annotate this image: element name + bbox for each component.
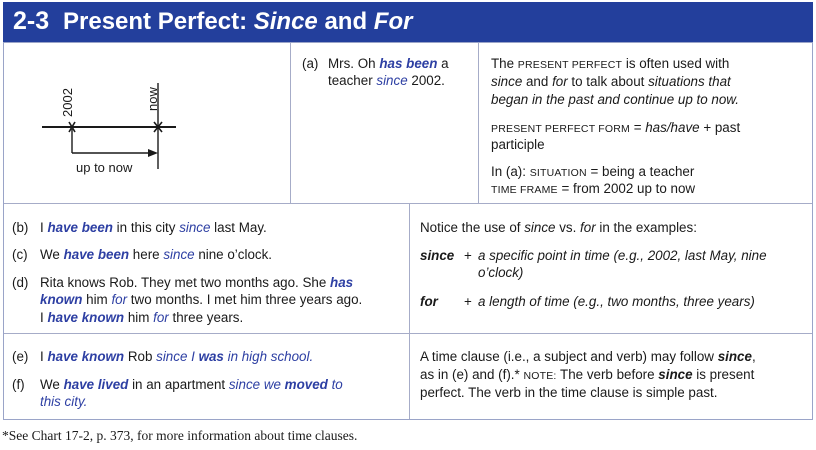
example-a-line1: Mrs. Oh has been a	[328, 56, 449, 71]
for-explanation: a length of time (e.g., two months, three years)	[478, 294, 755, 309]
since-keyword: since	[420, 248, 455, 263]
label-2002: 2002	[60, 88, 75, 117]
explain-ef-line1: A time clause (i.e., a subject and verb) may follow since,	[420, 349, 756, 364]
explain-a-line1: The PRESENT PERFECT is often used with	[491, 56, 730, 71]
for-plus: +	[464, 294, 472, 309]
divider	[4, 203, 812, 204]
explain-a-form-line2: participle	[491, 137, 545, 152]
since-explanation-line2: o’clock)	[478, 265, 524, 280]
example-d-line3: I have known him for three years.	[40, 310, 244, 325]
chart-number: 2-3	[13, 7, 50, 35]
footnote: *See Chart 17-2, p. 373, for more information about time clauses.	[2, 428, 358, 443]
example-c-letter: (c)	[12, 247, 28, 262]
explain-a-time-frame: TIME FRAME = from 2002 up to now	[491, 181, 696, 196]
label-up-to-now: up to now	[76, 160, 133, 175]
example-f-letter: (f)	[12, 377, 25, 392]
label-now: now	[145, 87, 160, 111]
divider	[478, 43, 479, 203]
example-a-line2: teacher since 2002.	[328, 73, 445, 88]
divider	[4, 333, 812, 334]
explain-a-situation: In (a): SITUATION = being a teacher	[491, 164, 695, 179]
since-explanation-line1: a specific point in time (e.g., 2002, last May, nine	[478, 248, 767, 263]
since-plus: +	[464, 248, 472, 263]
for-keyword: for	[420, 294, 438, 309]
explain-ef-line3: perfect. The verb in the time clause is simple past.	[420, 385, 718, 400]
explain-a-line3: began in the past and continue up to now.	[491, 92, 739, 107]
chart-title: Present Perfect: Since and For	[63, 8, 413, 35]
explain-ef-line2: as in (e) and (f).* NOTE: The verb before since is present	[420, 367, 755, 382]
example-d-line2: known him for two months. I met him three years ago.	[40, 292, 363, 307]
example-b-letter: (b)	[12, 220, 29, 235]
explain-bcd-intro: Notice the use of since vs. for in the examples:	[420, 220, 697, 235]
example-a-letter: (a)	[302, 56, 319, 71]
example-e: I have known Rob since I was in high school.	[40, 349, 314, 364]
example-f-line1: We have lived in an apartment since we moved to	[40, 377, 343, 392]
timeline-diagram	[34, 73, 184, 193]
divider	[409, 203, 410, 419]
example-e-letter: (e)	[12, 349, 29, 364]
arrowhead	[148, 149, 158, 157]
example-d-line1: Rita knows Rob. They met two months ago. She has	[40, 275, 354, 290]
grammar-chart-table	[3, 42, 813, 420]
example-d-letter: (d)	[12, 275, 29, 290]
example-b: I have been in this city since last May.	[40, 220, 267, 235]
chart-title-bar	[3, 2, 813, 42]
explain-a-line2: since and for to talk about situations that	[491, 74, 731, 89]
example-c: We have been here since nine o’clock.	[40, 247, 273, 262]
divider	[290, 43, 291, 203]
explain-a-form: PRESENT PERFECT FORM = has/have + past	[491, 120, 741, 135]
example-f-line2: this city.	[40, 394, 88, 409]
